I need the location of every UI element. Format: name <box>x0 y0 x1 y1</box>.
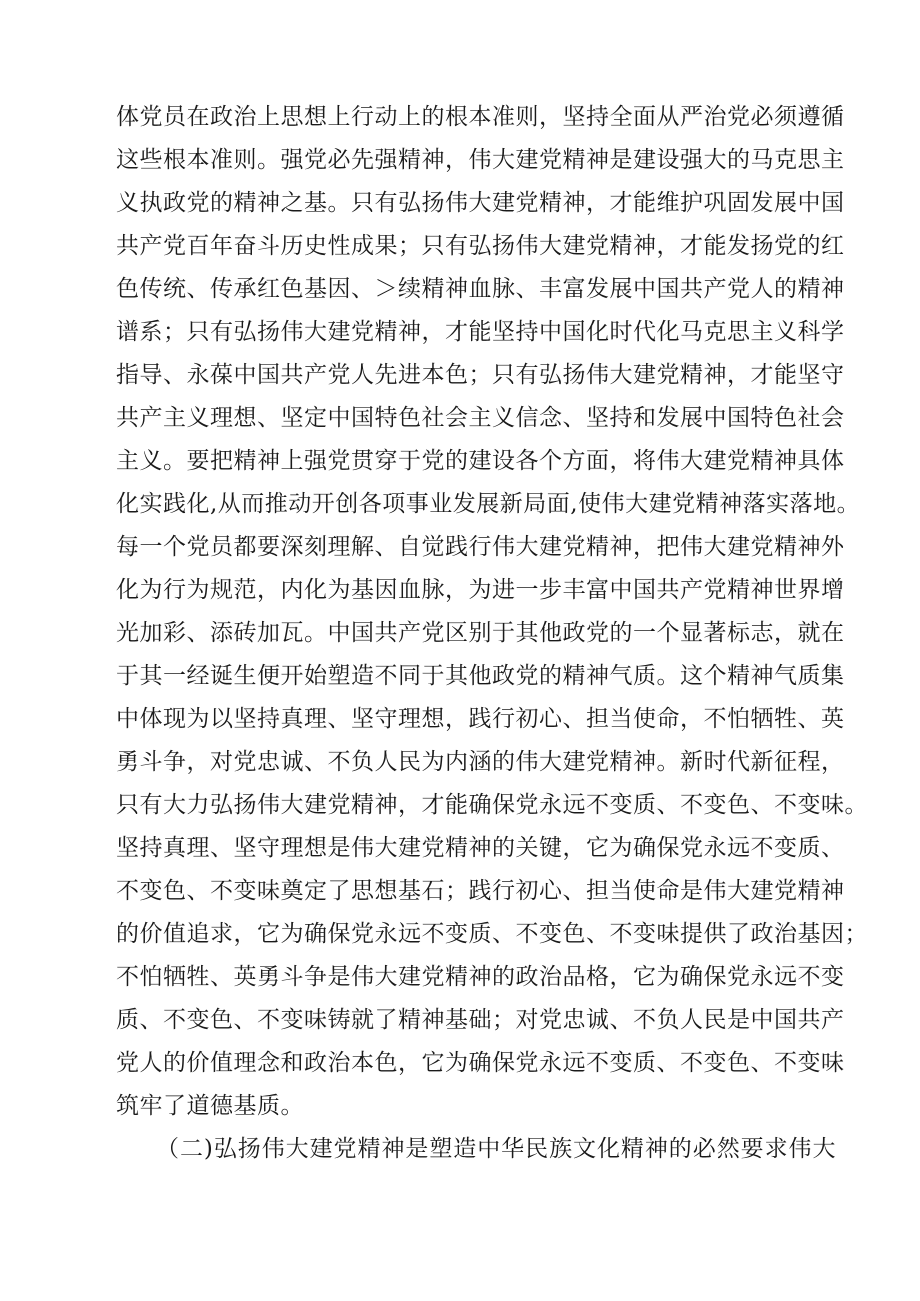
text-line: 不怕牺牲、英勇斗争是伟大建党精神的政治品格，它为确保党永远不变 <box>116 964 845 990</box>
text-line: 不变色、不变味奠定了思想基石；践行初心、担当使命是伟大建党精神 <box>116 878 845 904</box>
text-line: 每一个党员都要深刻理解、自觉践行伟大建党精神，把伟大建党精神外 <box>116 534 845 560</box>
text-line: 指导、永葆中国共产党人先进本色；只有弘扬伟大建党精神，才能坚守 <box>116 362 845 388</box>
text-line: 体党员在政治上思想上行动上的根本准则，坚持全面从严治党必须遵循 <box>116 104 845 130</box>
text-line: 于其一经诞生便开始塑造不同于其他政党的精神气质。这个精神气质集 <box>116 663 845 689</box>
text-line: 主义。要把精神上强党贯穿于党的建设各个方面，将伟大建党精神具体 <box>116 448 845 474</box>
text-line: 义执政党的精神之基。只有弘扬伟大建党精神，才能维护巩固发展中国 <box>116 190 845 216</box>
text-line: 谱系；只有弘扬伟大建党精神，才能坚持中国化时代化马克思主义科学 <box>116 319 845 345</box>
text-line: 化实践化,从而推动开创各项事业发展新局面,使伟大建党精神落实落地。 <box>116 491 861 517</box>
text-line: 光加彩、添砖加瓦。中国共产党区别于其他政党的一个显著标志，就在 <box>116 620 845 646</box>
text-line: 党人的价值理念和政治本色，它为确保党永远不变质、不变色、不变味 <box>116 1050 845 1076</box>
text-line: 色传统、传承红色基因、＞续精神血脉、丰富发展中国共产党人的精神 <box>116 276 845 302</box>
text-line: 质、不变色、不变味铸就了精神基础；对党忠诚、不负人民是中国共产 <box>116 1007 845 1033</box>
text-line: 中体现为以坚持真理、坚守理想，践行初心、担当使命，不怕牺牲、英 <box>116 706 845 732</box>
body-text <box>116 96 868 1171</box>
text-line: 化为行为规范，内化为基因血脉，为进一步丰富中国共产党精神世界增 <box>116 577 845 603</box>
text-line: 筑牢了道德基质。 <box>116 1093 304 1119</box>
text-line: 坚持真理、坚守理想是伟大建党精神的关键，它为确保党永远不变质、 <box>116 835 845 861</box>
text-line: 只有大力弘扬伟大建党精神，才能确保党永远不变质、不变色、不变味。 <box>116 792 868 818</box>
text-line: 共产主义理想、坚定中国特色社会主义信念、坚持和发展中国特色社会 <box>116 405 845 431</box>
text-line: 的价值追求，它为确保党永远不变质、不变色、不变味提供了政治基因； <box>116 921 868 947</box>
text-line: 勇斗争，对党忠诚、不负人民为内涵的伟大建党精神。新时代新征程， <box>116 749 845 775</box>
section-heading-line: （二)弘扬伟大建党精神是塑造中华民族文化精神的必然要求伟大 <box>156 1136 836 1162</box>
text-line: 这些根本准则。强党必先强精神，伟大建党精神是建设强大的马克思主 <box>116 147 845 173</box>
text-line: 共产党百年奋斗历史性成果；只有弘扬伟大建党精神，才能发扬党的红 <box>116 233 845 259</box>
